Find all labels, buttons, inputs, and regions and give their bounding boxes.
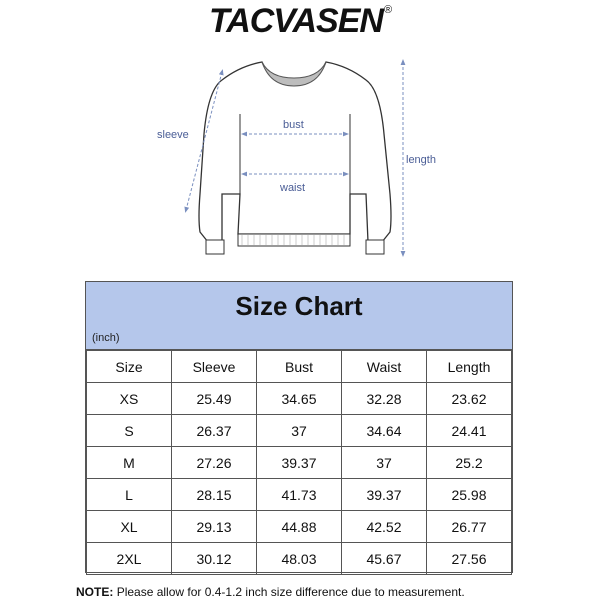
brand-name: TACVASEN: [208, 2, 383, 40]
table-cell: 39.37: [342, 479, 427, 511]
note-prefix: NOTE:: [76, 585, 114, 599]
column-header: Length: [427, 351, 512, 383]
table-cell: 34.64: [342, 415, 427, 447]
column-header: Waist: [342, 351, 427, 383]
table-cell: 25.49: [172, 383, 257, 415]
size-table: [86, 350, 512, 575]
column-header: Size: [87, 351, 172, 383]
sweatshirt-illustration: [0, 44, 600, 274]
bust-label: bust: [283, 119, 304, 131]
measurement-note: [76, 585, 465, 599]
table-cell: 25.2: [427, 447, 512, 479]
sweatshirt-diagram: [0, 44, 600, 274]
brand-logo: [0, 2, 600, 41]
table-row: [87, 447, 512, 479]
table-cell: L: [87, 479, 172, 511]
table-cell: 26.77: [427, 511, 512, 543]
size-chart: [85, 281, 513, 573]
table-cell: M: [87, 447, 172, 479]
table-row: [87, 543, 512, 575]
table-header-row: [87, 351, 512, 383]
length-label: length: [406, 154, 436, 166]
table-cell: 32.28: [342, 383, 427, 415]
size-chart-title: Size Chart: [235, 291, 363, 321]
table-cell: 44.88: [257, 511, 342, 543]
right-cuff: [366, 240, 384, 254]
table-cell: 24.41: [427, 415, 512, 447]
hem-band: [238, 234, 350, 246]
table-cell: 25.98: [427, 479, 512, 511]
table-cell: 27.26: [172, 447, 257, 479]
table-cell: 45.67: [342, 543, 427, 575]
table-cell: 39.37: [257, 447, 342, 479]
table-cell: 27.56: [427, 543, 512, 575]
note-text: Please allow for 0.4-1.2 inch size difference due to measurement.: [116, 585, 465, 599]
table-cell: XL: [87, 511, 172, 543]
table-row: [87, 383, 512, 415]
table-row: [87, 479, 512, 511]
table-cell: 34.65: [257, 383, 342, 415]
column-header: Bust: [257, 351, 342, 383]
sleeve-label: sleeve: [157, 129, 189, 141]
waist-label: waist: [280, 182, 306, 194]
table-cell: 2XL: [87, 543, 172, 575]
column-header: Sleeve: [172, 351, 257, 383]
trademark-symbol: ®: [383, 4, 392, 16]
table-cell: 30.12: [172, 543, 257, 575]
table-row: [87, 415, 512, 447]
sweatshirt-body: [199, 62, 391, 242]
table-cell: 42.52: [342, 511, 427, 543]
unit-note: (inch): [92, 332, 120, 344]
table-cell: 28.15: [172, 479, 257, 511]
table-cell: 23.62: [427, 383, 512, 415]
left-cuff: [206, 240, 224, 254]
table-cell: 37: [342, 447, 427, 479]
table-cell: 37: [257, 415, 342, 447]
table-cell: 29.13: [172, 511, 257, 543]
table-cell: S: [87, 415, 172, 447]
table-row: [87, 511, 512, 543]
table-cell: 41.73: [257, 479, 342, 511]
table-cell: 48.03: [257, 543, 342, 575]
table-cell: XS: [87, 383, 172, 415]
table-cell: 26.37: [172, 415, 257, 447]
size-chart-header: [86, 282, 512, 350]
